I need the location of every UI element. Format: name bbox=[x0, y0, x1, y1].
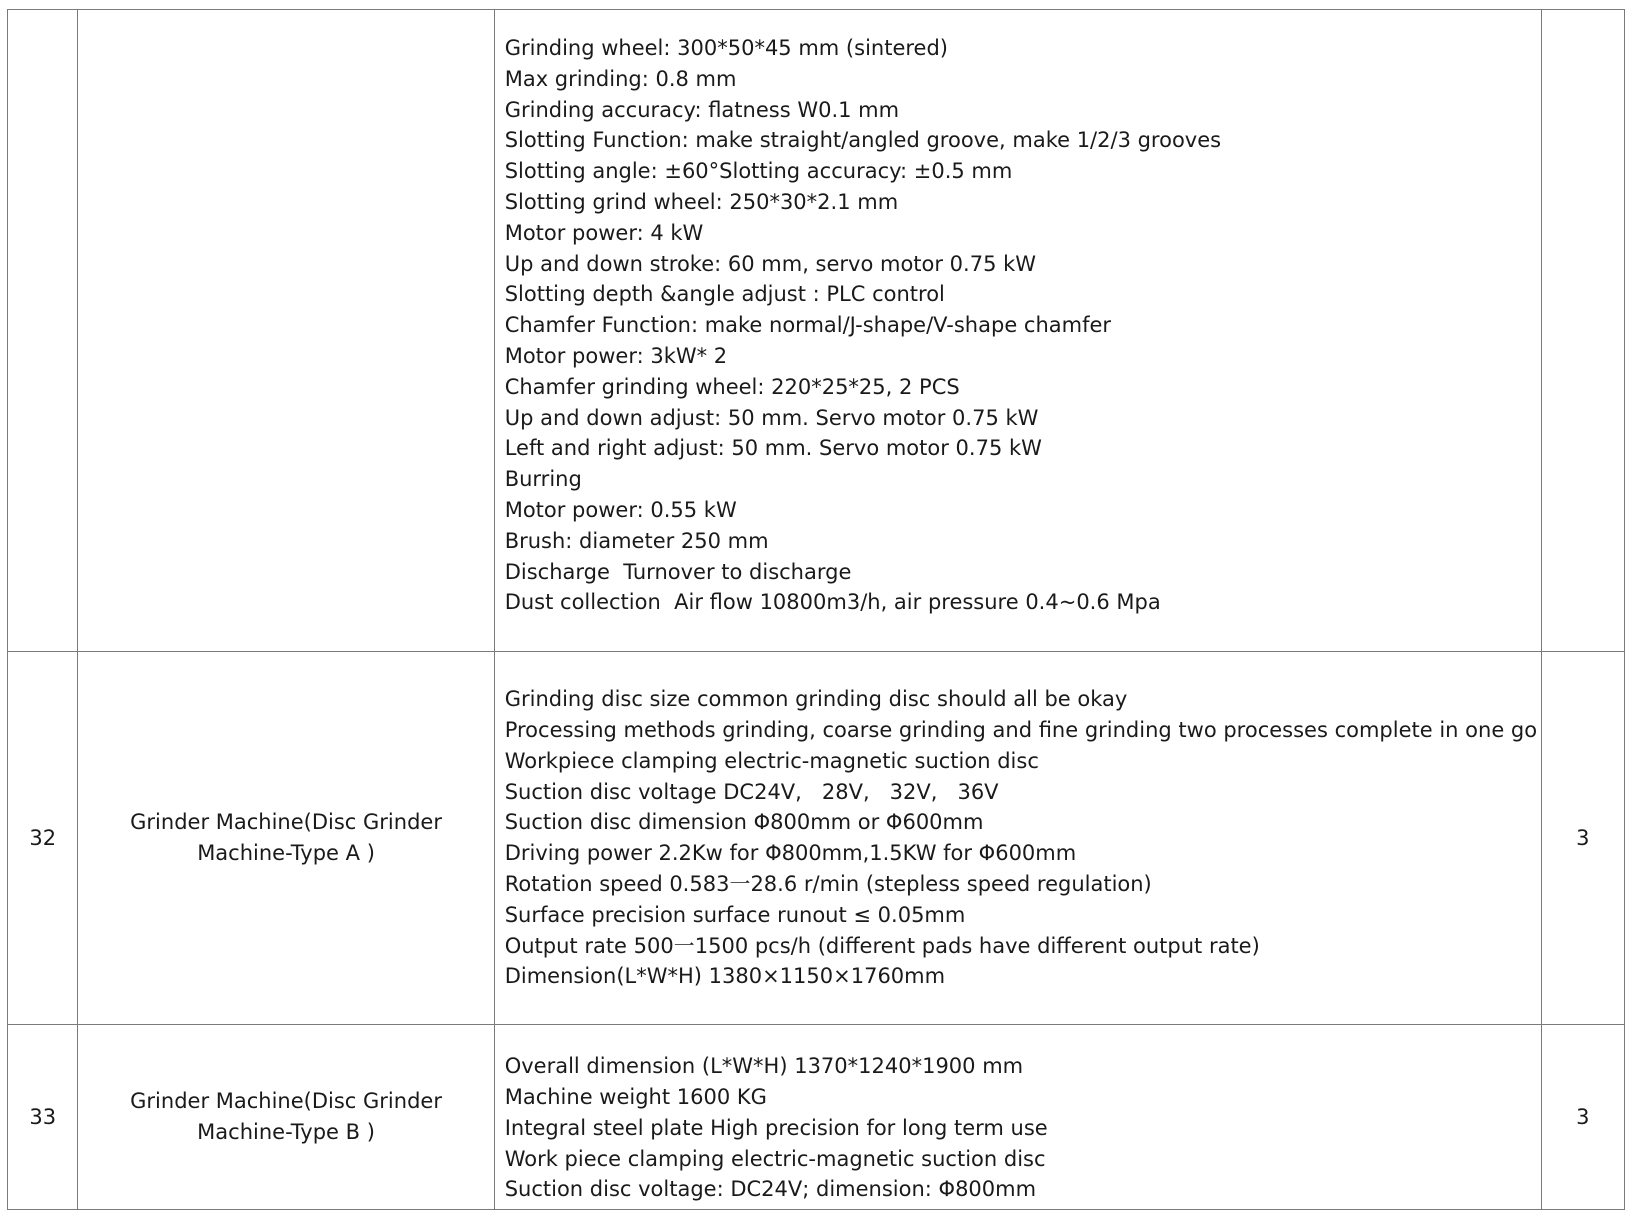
item-name-line: Machine-Type B ) bbox=[197, 1120, 375, 1145]
spec-line: Processing methods grinding, coarse grinding and fine grinding two processes complete in one go bbox=[504, 717, 1538, 742]
spec-line: Output rate 500一1500 pcs/h (different pads have different output rate) bbox=[504, 933, 1260, 958]
spec-line: Workpiece clamping electric-magnetic suction disc bbox=[504, 748, 1039, 773]
spec-line: Motor power: 0.55 kW bbox=[504, 497, 737, 522]
table-row bbox=[8, 1025, 1625, 1210]
item-number-cell: 32 bbox=[8, 652, 78, 1025]
spec-line: Discharge Turnover to discharge bbox=[504, 559, 852, 584]
spec-line: Driving power 2.2Kw for Φ800mm,1.5KW for Φ600mm bbox=[504, 841, 1077, 866]
spec-line: Brush: diameter 250 mm bbox=[504, 528, 769, 553]
spec-line: Slotting depth &angle adjust : PLC control bbox=[504, 282, 945, 307]
item-number-cell: 33 bbox=[8, 1025, 78, 1210]
spec-line: Burring bbox=[504, 467, 582, 492]
spec-line: Motor power: 3kW* 2 bbox=[504, 343, 728, 368]
item-number-cell bbox=[8, 10, 78, 652]
spec-line: Chamfer Function: make normal/J-shape/V-shape chamfer bbox=[504, 313, 1112, 338]
spec-line: Dimension(L*W*H) 1380×1150×1760mm bbox=[504, 964, 946, 989]
spec-line: Work piece clamping electric-magnetic suction disc bbox=[504, 1146, 1046, 1171]
equipment-spec-table bbox=[7, 9, 1625, 1210]
item-name-cell bbox=[78, 1025, 494, 1210]
spec-line: Integral steel plate High precision for long term use bbox=[504, 1115, 1048, 1140]
spec-line: Up and down stroke: 60 mm, servo motor 0.75 kW bbox=[504, 251, 1037, 276]
spec-line: Chamfer grinding wheel: 220*25*25, 2 PCS bbox=[504, 374, 960, 399]
spec-line: Slotting Function: make straight/angled groove, make 1/2/3 grooves bbox=[504, 128, 1222, 153]
spec-line: Left and right adjust: 50 mm. Servo motor 0.75 kW bbox=[504, 436, 1042, 461]
spec-line: Grinding wheel: 300*50*45 mm (sintered) bbox=[504, 36, 948, 60]
item-name-cell bbox=[78, 10, 494, 652]
spec-line: Max grinding: 0.8 mm bbox=[504, 66, 737, 91]
spec-line: Slotting grind wheel: 250*30*2.1 mm bbox=[504, 189, 899, 214]
spec-line: Grinding accuracy: flatness W0.1 mm bbox=[504, 97, 900, 122]
spec-line: Machine weight 1600 KG bbox=[504, 1084, 767, 1109]
spec-line: Motor power: 4 kW bbox=[504, 220, 704, 245]
item-spec-cell bbox=[494, 10, 1541, 652]
item-quantity-cell bbox=[1541, 10, 1624, 652]
spec-line: Grinding disc size common grinding disc should all be okay bbox=[504, 687, 1128, 712]
spec-line: Overall dimension (L*W*H) 1370*1240*1900 mm bbox=[504, 1054, 1024, 1079]
table-row bbox=[8, 10, 1625, 652]
spec-line: Suction disc dimension Φ800mm or Φ600mm bbox=[504, 810, 984, 835]
table-row bbox=[8, 652, 1625, 1025]
item-name-line: Grinder Machine(Disc Grinder bbox=[130, 1089, 442, 1114]
item-name-line: Machine-Type A ) bbox=[197, 841, 375, 866]
spec-line: Up and down adjust: 50 mm. Servo motor 0.75 kW bbox=[504, 405, 1039, 430]
spec-line: Slotting angle: ±60°Slotting accuracy: ±0.5 mm bbox=[504, 159, 1013, 184]
item-quantity-cell: 3 bbox=[1541, 652, 1624, 1025]
spec-line: Dust collection Air flow 10800m3/h, air pressure 0.4~0.6 Mpa bbox=[504, 590, 1161, 615]
spec-line: Suction disc voltage DC24V, 28V, 32V, 36V bbox=[504, 779, 999, 804]
item-spec-cell bbox=[494, 1025, 1541, 1210]
item-quantity-cell: 3 bbox=[1541, 1025, 1624, 1210]
spec-line: Suction disc voltage: DC24V; dimension: Φ800mm bbox=[504, 1177, 1037, 1202]
spec-line: Surface precision surface runout ≤ 0.05mm bbox=[504, 902, 966, 927]
item-name-line: Grinder Machine(Disc Grinder bbox=[130, 810, 442, 835]
item-name-cell bbox=[78, 652, 494, 1025]
spec-line: Rotation speed 0.583一28.6 r/min (stepless speed regulation) bbox=[504, 871, 1152, 896]
item-spec-cell bbox=[494, 652, 1541, 1025]
